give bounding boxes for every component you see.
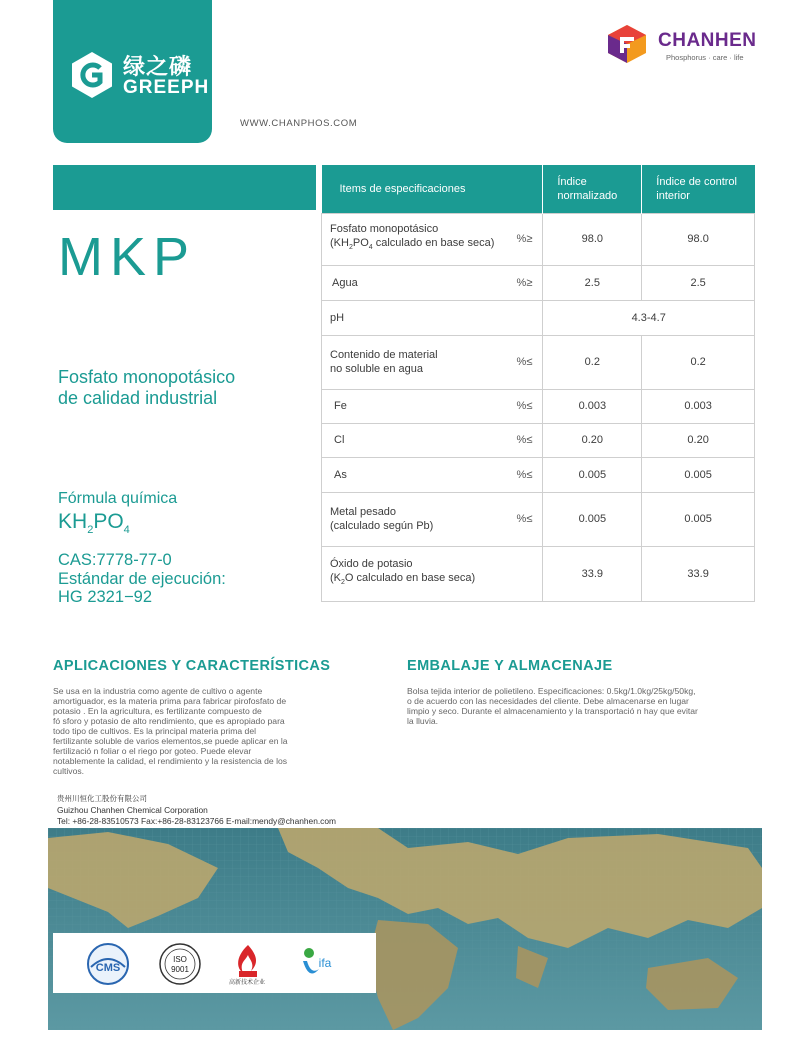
row-control: 0.005: [642, 492, 755, 546]
svg-text:CMS: CMS: [95, 962, 121, 974]
spec-table: [321, 165, 755, 602]
ifa-membership-icon: [297, 941, 343, 987]
packaging-title: EMBALAJE Y ALMACENAJE: [407, 658, 613, 674]
row-merged-value: 4.3-4.7: [543, 300, 755, 335]
row-control: 0.2: [642, 335, 755, 389]
row-normalizado: 0.003: [543, 389, 642, 423]
product-code: MKP: [58, 227, 197, 287]
table-row: [322, 423, 755, 457]
website-link[interactable]: WWW.CHANPHOS.COM: [240, 118, 358, 129]
table-row: [322, 457, 755, 492]
row-unit: %≤: [516, 513, 533, 525]
row-item: Metal pesado (calculado según Pb) %≤: [322, 492, 543, 546]
header-control: Índice de control interior: [642, 165, 755, 213]
table-row: [322, 300, 755, 335]
row-unit: %≤: [516, 400, 533, 412]
row-control: 33.9: [642, 546, 755, 601]
table-row: [322, 335, 755, 389]
table-row: [322, 265, 755, 300]
row-item: As %≤: [322, 457, 543, 492]
header-normalizado: Índice normalizado: [543, 165, 642, 213]
row-unit: %≥: [516, 233, 533, 245]
header-items: Items de especificaciones: [322, 165, 543, 213]
row-normalizado: 2.5: [543, 265, 642, 300]
greeph-logo-tab: [53, 0, 212, 143]
description-line-1: Fosfato monopotásico: [58, 367, 236, 387]
row-unit: %≤: [516, 468, 533, 481]
row-item: Agua %≥: [322, 265, 543, 300]
table-row: [322, 213, 755, 265]
svg-text:ISO: ISO: [173, 955, 187, 964]
title-accent-bar: [53, 165, 316, 210]
description-line-2: de calidad industrial: [58, 388, 218, 408]
row-control: 0.003: [642, 389, 755, 423]
applications-title: APLICACIONES Y CARACTERÍSTICAS: [53, 658, 331, 674]
certifications-panel: [53, 933, 376, 993]
row-item: pH: [322, 300, 543, 335]
row-item: Cl %≤: [322, 423, 543, 457]
row-unit: %≥: [516, 276, 533, 289]
row-normalizado: 0.005: [543, 492, 642, 546]
formula-label: Fórmula química: [58, 490, 178, 507]
row-item: Contenido de material no soluble en agua %≤: [322, 335, 543, 389]
company-info: [57, 793, 336, 828]
row-control: 98.0: [642, 213, 755, 265]
brand-cn-name: 绿之磷: [123, 55, 193, 80]
cms-certification-icon: [85, 941, 131, 987]
svg-text:9001: 9001: [171, 965, 189, 974]
row-unit: %≤: [516, 434, 533, 446]
high-tech-enterprise-label: 高新技术企业: [229, 979, 266, 986]
chanhen-hexagon-icon: [606, 24, 648, 64]
packaging-text: Bolsa tejida interior de polietileno. Especificaciones: 0.5kg/1.0kg/25kg/50kg, o de acuerdo con las necesidades del cliente. Debe almacenarse en lugar limpio y seco. Durante el almacenamiento y la transportació n hay que evitar la lluvia.: [407, 686, 698, 726]
cas-number: CAS:7778-77-0: [58, 551, 172, 569]
row-control: 0.005: [642, 457, 755, 492]
chemical-formula: $KH_2PO_4$: [58, 510, 130, 537]
row-unit: %≤: [516, 356, 533, 368]
company-en-name: Guizhou Chanhen Chemical Corporation: [57, 804, 208, 815]
product-description: [58, 367, 235, 409]
chanhen-logo: [606, 24, 776, 68]
cas-standard-block: [58, 551, 226, 607]
applications-text: Se usa en la industria como agente de cultivo o agente amortiguador, es la materia prima para fabricar pirofosfato de potasio . En la agricultura, es fertilizante compuesto de fó sforo y potasio de alto rendimiento, que es apropiado para todo tipo de cultivos. Es la principal materia prima del fertilizante soluble de varios elementos,se puede aplicar en la fertilizació n foliar o el riego por goteo. Puede elevar notablemente la calidad, el rendimiento y la resistencia de los cultivos.: [53, 686, 288, 776]
brand-en-name: GREEPH: [123, 77, 210, 98]
standard-label: Estándar de ejecución:: [58, 569, 226, 588]
iso-9001-certification-icon: [157, 941, 203, 987]
partner-tagline: Phosphorus · care · life: [666, 53, 744, 62]
spec-header-row: [322, 165, 755, 213]
row-normalizado: 0.2: [543, 335, 642, 389]
partner-name: CHANHEN: [658, 30, 757, 51]
greeph-hexagon-icon: [69, 50, 115, 100]
company-contact[interactable]: Tel: +86-28-83510573 Fax:+86-28-83123766 E-mail:mendy@chanhen.com: [57, 816, 337, 826]
row-item: Óxido de potasio ($K_2O$ calculado en base seca): [322, 546, 543, 601]
table-row: [322, 389, 755, 423]
row-control: 2.5: [642, 265, 755, 300]
table-row: [322, 546, 755, 601]
row-normalizado: 0.20: [543, 423, 642, 457]
table-row: [322, 492, 755, 546]
standard-code: HG 2321−92: [58, 588, 153, 606]
world-map-banner: [48, 828, 762, 1030]
row-normalizado: 0.005: [543, 457, 642, 492]
row-item: Fosfato monopotásico ($KH_2PO_4$ calculado en base seca) %≥: [322, 213, 543, 265]
row-normalizado: 98.0: [543, 213, 642, 265]
world-map-illustration: [48, 828, 762, 1030]
svg-text:ifa: ifa: [318, 956, 332, 970]
company-cn-name: 贵州川恒化工股份有限公司: [57, 794, 147, 803]
row-item: Fe %≤: [322, 389, 543, 423]
row-normalizado: 33.9: [543, 546, 642, 601]
row-control: 0.20: [642, 423, 755, 457]
